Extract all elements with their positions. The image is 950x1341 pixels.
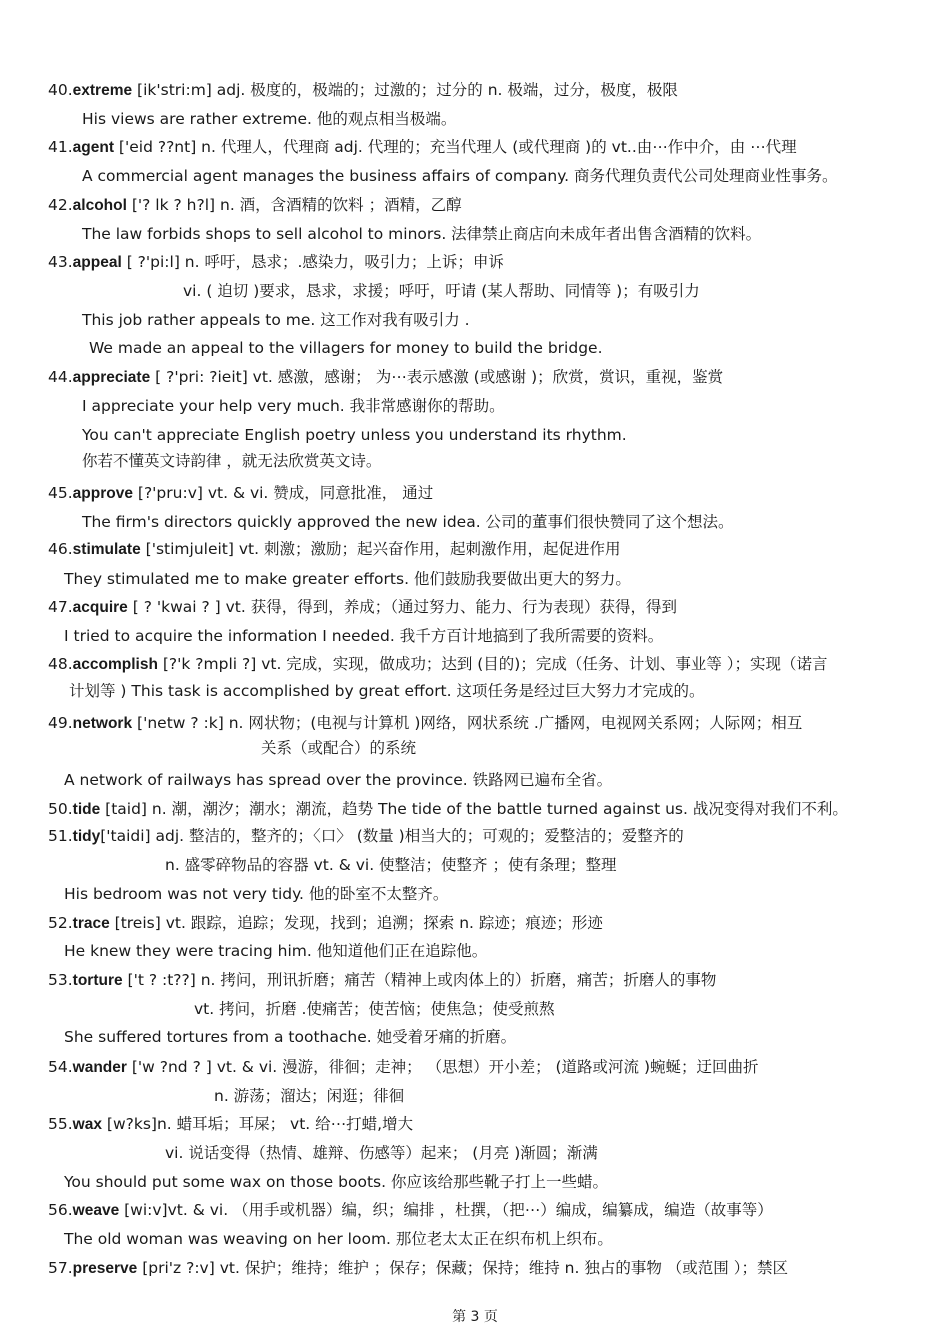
headword: appreciate xyxy=(72,369,151,386)
headword: preserve xyxy=(72,1260,138,1277)
example-sentence: You can't appreciate English poetry unless you understand its rhythm. xyxy=(82,426,627,444)
entry-45 xyxy=(48,483,433,504)
example-sentence: The firm's directors quickly approved the new idea. 公司的董事们很快赞同了这个想法。 xyxy=(82,513,734,531)
definition: [?'k ?mpli ?] vt. 完成，实现，做成功；达到 (目的)；完成（任务、计划、事业等 ）；实现（诺言 xyxy=(157,655,828,673)
headword: stimulate xyxy=(72,541,141,558)
entry-number: 52. xyxy=(48,914,73,932)
headword: agent xyxy=(72,139,114,156)
entry-number: 57. xyxy=(48,1259,73,1277)
entry-number: 56. xyxy=(48,1201,73,1219)
entry-number: 49. xyxy=(48,714,73,732)
definition: [pri'z ?:v] vt. 保护；维持；维护 ；保存；保藏；保持；维持 n. 独占的事物 （或范围 ）；禁区 xyxy=(137,1259,788,1277)
headword: tidy xyxy=(72,828,101,845)
example-sentence: He knew they were tracing him. 他知道他们正在追踪他。 xyxy=(64,942,488,960)
entry-number: 53. xyxy=(48,971,73,989)
example-translation: 你若不懂英文诗韵律 ，就无法欣赏英文诗。 xyxy=(82,452,382,470)
definition: ['w ?nd ? ] vt. & vi. 漫游，徘徊；走神； （思想）开小差； (道路或河流 )蜿蜒；迂回曲折 xyxy=(126,1058,759,1076)
entry-number: 46. xyxy=(48,540,73,558)
headword: weave xyxy=(72,1202,120,1219)
definition-continued: 关系（或配合）的系统 xyxy=(261,739,417,757)
entry-number: 48. xyxy=(48,655,73,673)
entry-number: 42. xyxy=(48,196,73,214)
entry-41 xyxy=(48,137,797,158)
entry-52 xyxy=(48,913,603,934)
entry-number: 41. xyxy=(48,138,73,156)
headword: accomplish xyxy=(72,656,158,673)
definition: [w?ks]n. 蜡耳垢；耳屎； vt. 给⋯打蜡,增大 xyxy=(101,1115,414,1133)
definition-continued: vi. ( 迫切 )要求，恳求，求援；呼吁，吁请 (某人帮助、同情等 )；有吸引力 xyxy=(183,282,700,300)
definition: [ ?'pi:l] n. 呼吁，恳求；.感染力，吸引力；上诉；申诉 xyxy=(121,253,504,271)
example-sentence: 计划等 ) This task is accomplished by great effort. 这项任务是经过巨大努力才完成的。 xyxy=(69,682,705,700)
entry-number: 55. xyxy=(48,1115,73,1133)
headword: torture xyxy=(72,972,123,989)
entry-44 xyxy=(48,367,723,388)
example-sentence: We made an appeal to the villagers for money to build the bridge. xyxy=(89,339,603,357)
example-sentence: The law forbids shops to sell alcohol to minors. 法律禁止商店向未成年者出售含酒精的饮料。 xyxy=(82,225,762,243)
example-sentence: She suffered tortures from a toothache. 她受着牙痛的折磨。 xyxy=(64,1028,517,1046)
entry-number: 44. xyxy=(48,368,73,386)
example-sentence: A commercial agent manages the business affairs of company. 商务代理负责代公司处理商业性事务。 xyxy=(82,167,838,185)
example-sentence: The old woman was weaving on her loom. 那位老太太正在织布机上织布。 xyxy=(64,1230,613,1248)
entry-number: 50. xyxy=(48,800,73,818)
example-sentence: I appreciate your help very much. 我非常感谢你的帮助。 xyxy=(82,397,505,415)
entry-42 xyxy=(48,195,462,216)
definition: [treis] vt. 跟踪，追踪；发现，找到；追溯；探索 n. 踪迹；痕迹；形迹 xyxy=(109,914,603,932)
headword: wander xyxy=(72,1059,127,1076)
headword: wax xyxy=(72,1116,102,1133)
entry-number: 47. xyxy=(48,598,73,616)
entry-50 xyxy=(48,799,848,820)
definition-continued: vi. 说话变得（热情、雄辩、伤感等）起来； (月亮 )渐圆；渐满 xyxy=(165,1144,598,1162)
entry-51 xyxy=(48,826,684,847)
entry-number: 43. xyxy=(48,253,73,271)
entry-43 xyxy=(48,252,504,273)
entry-53 xyxy=(48,970,716,991)
entry-57 xyxy=(48,1258,788,1279)
definition: ['taidi] adj. 整洁的，整齐的；〈口〉 (数量 )相当大的；可观的；爱整洁的；爱整齐的 xyxy=(100,827,684,845)
page-number: 第 3 页 xyxy=(452,1309,498,1325)
example-sentence: His bedroom was not very tidy. 他的卧室不太整齐。 xyxy=(64,885,449,903)
example-sentence: A network of railways has spread over the province. 铁路网已遍布全省。 xyxy=(64,771,613,789)
definition: [ik'stri:m] adj. 极度的，极端的；过激的；过分的 n. 极端，过分，极度，极限 xyxy=(132,81,678,99)
example-sentence: You should put some wax on those boots. 你应该给那些靴子打上一些蜡。 xyxy=(64,1173,608,1191)
entry-number: 40. xyxy=(48,81,73,99)
entry-40 xyxy=(48,80,678,101)
headword: acquire xyxy=(72,599,128,616)
example-sentence: This job rather appeals to me. 这工作对我有吸引力 . xyxy=(82,311,470,329)
entry-number: 45. xyxy=(48,484,73,502)
entry-number: 51. xyxy=(48,827,73,845)
definition-continued: n. 游荡；溜达；闲逛；徘徊 xyxy=(214,1087,405,1105)
definition: ['stimjuleit] vt. 刺激；激励；起兴奋作用，起刺激作用，起促进作用 xyxy=(140,540,621,558)
headword: tide xyxy=(72,801,101,818)
definition-continued: vt. 拷问，折磨 .使痛苦；使苦恼；使焦急；使受煎熬 xyxy=(194,1000,555,1018)
example-sentence: His views are rather extreme. 他的观点相当极端。 xyxy=(82,110,457,128)
entry-47 xyxy=(48,597,677,618)
definition: [wi:v]vt. & vi. （用手或机器）编，织；编排 ，杜撰，（把⋯）编成，编纂成，编造（故事等） xyxy=(119,1201,773,1219)
headword: extreme xyxy=(72,82,133,99)
definition: [ ? 'kwai ? ] vt. 获得，得到，养成；（通过努力、能力、行为表现）获得，得到 xyxy=(127,598,677,616)
entry-56 xyxy=(48,1200,773,1221)
entry-54 xyxy=(48,1057,759,1078)
headword: approve xyxy=(72,485,133,502)
definition: ['? lk ? h?l] n. 酒，含酒精的饮料 ；酒精，乙醇 xyxy=(126,196,462,214)
entry-46 xyxy=(48,539,620,560)
definition: [ ?'pri: ?ieit] vt. 感激，感谢； 为⋯表示感激 (或感谢 )；欣赏，赏识，重视，鉴赏 xyxy=(150,368,724,386)
headword: trace xyxy=(72,915,110,932)
definition-continued: n. 盛零碎物品的容器 vt. & vi. 使整洁；使整齐 ；使有条理；整理 xyxy=(165,856,617,874)
headword: network xyxy=(72,715,133,732)
entry-48 xyxy=(48,654,828,675)
definition: ['eid ??nt] n. 代理人，代理商 adj. 代理的；充当代理人 (或代理商 )的 vt..由⋯作中介，由 ⋯代理 xyxy=(114,138,797,156)
definition: ['t ? :t??] n. 拷问，刑讯折磨；痛苦（精神上或肉体上的）折磨，痛苦；折磨人的事物 xyxy=(122,971,717,989)
definition: [taid] n. 潮，潮汐；潮水；潮流，趋势 The tide of the battle turned against us. 战况变得对我们不利。 xyxy=(100,800,848,818)
entry-number: 54. xyxy=(48,1058,73,1076)
example-sentence: I tried to acquire the information I needed. 我千方百计地搞到了我所需要的资料。 xyxy=(64,627,664,645)
definition: ['netw ? :k] n. 网状物；(电视与计算机 )网络，网状系统 .广播网，电视网关系网；人际网；相互 xyxy=(132,714,803,732)
entry-49 xyxy=(48,713,802,734)
example-sentence: They stimulated me to make greater efforts. 他们鼓励我要做出更大的努力。 xyxy=(64,570,631,588)
entry-55 xyxy=(48,1114,413,1135)
headword: appeal xyxy=(72,254,122,271)
definition: [?'pru:v] vt. & vi. 赞成，同意批准， 通过 xyxy=(132,484,434,502)
headword: alcohol xyxy=(72,197,127,214)
